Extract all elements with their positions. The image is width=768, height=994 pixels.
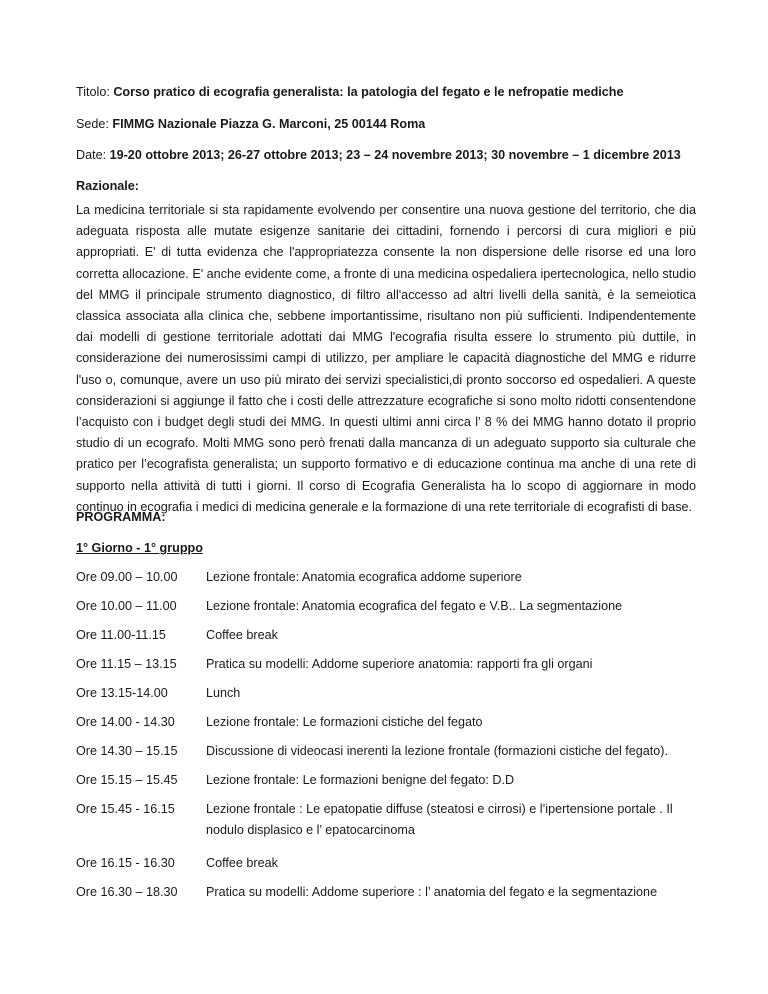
- schedule-description: Lezione frontale: Anatomia ecografica del fegato e V.B.. La segmentazione: [206, 598, 623, 613]
- schedule-time: Ore 14.30 – 15.15: [76, 744, 178, 758]
- schedule-description: Lezione frontale: Le formazioni benigne del fegato: D.D: [206, 772, 515, 787]
- schedule-description: Pratica su modelli: Addome superiore : l’ anatomia del fegato e la segmentazione: [206, 884, 658, 899]
- title-line: [76, 84, 624, 100]
- schedule-description: Lezione frontale : Le epatopatie diffuse (steatosi e cirrosi) e l’ipertensione portale . Il nodulo displasico e l’ epatocarcinoma: [206, 801, 673, 837]
- schedule-time: Ore 16.30 – 18.30: [76, 885, 178, 899]
- program-heading: PROGRAMMA:: [76, 510, 166, 524]
- schedule-description: Coffee break: [206, 627, 278, 642]
- schedule-time: Ore 16.15 - 16.30: [76, 856, 175, 870]
- date-label: Date:: [76, 148, 110, 162]
- course-title: Corso pratico di ecografia generalista: la patologia del fegato e le nefropatie mediche: [113, 85, 624, 99]
- schedule-time: Ore 11.00-11.15: [76, 628, 166, 642]
- rationale-heading: Razionale:: [76, 179, 139, 193]
- schedule-description: Pratica su modelli: Addome superiore anatomia: rapporti fra gli organi: [206, 656, 593, 671]
- sede-value: FIMMG Nazionale Piazza G. Marconi, 25 00144 Roma: [112, 117, 426, 131]
- date-line: [76, 147, 681, 163]
- schedule-time: Ore 11.15 – 13.15: [76, 657, 177, 671]
- schedule-description: Discussione di videocasi inerenti la lezione frontale (formazioni cistiche del fegato).: [206, 743, 669, 758]
- date-value: 19-20 ottobre 2013; 26-27 ottobre 2013; 23 – 24 novembre 2013; 30 novembre – 1 dicembre 2013: [109, 148, 681, 162]
- title-label: Titolo:: [76, 85, 114, 99]
- schedule-time: Ore 15.15 – 15.45: [76, 773, 178, 787]
- sede-line: [76, 116, 425, 132]
- schedule-time: Ore 14.00 - 14.30: [76, 715, 175, 729]
- rationale-paragraph: La medicina territoriale si sta rapidamente evolvendo per consentire una nuova gestione del territorio, che dia adeguata risposta alle mutate esigenze sanitarie dei cittadini, fornendo i percorsi di cura migliori e più appropriati. E' di tutta evidenza che l'appropriatezza consente la non dispersione delle risorse ed una loro corretta allocazione. E' anche evidente come, a fronte di una medicina ospedaliera ipertecnologica, nello studio del MMG il principale strumento diagnostico, di filtro all'accesso ad altri livelli della sanità, è la semeiotica classica associata alla clinica che, sebbene importantissime, risultano non più sufficienti. Indipendentemente dai modelli di gestione territoriale adottati dai MMG l'ecografia risulta essere lo strumento più duttile, in considerazione dei numerosissimi campi di utilizzo, per ampliare le capacità diagnostiche del MMG e ridurre l'uso o, comunque, avere un uso più mirato dei servizi specialistici,di pronto soccorso ed ospedalieri. A queste considerazioni si aggiunge il fatto che i costi delle attrezzature ecografiche si sono molto ridotti consentendone l’acquisto con i budget degli studi dei MMG. In questi ultimi anni circa l’ 8 % dei MMG hanno dotato il proprio studio di un ecografo. Molti MMG sono però frenati dalla mancanza di un adeguato supporto sia culturale che pratico per l’ecografista generalista; un supporto formativo e di educazione continua ma anche di una rete di supporto nella attività di tutti i giorni. Il corso di Ecografia Generalista ha lo scopo di aggiornare in modo continuo in ecografia i medici di medicina generale e la formazione di una rete territoriale di ecografisti di base.: [76, 203, 696, 514]
- schedule-description: Lunch: [206, 685, 241, 700]
- sede-label: Sede:: [76, 117, 113, 131]
- schedule-time: Ore 13.15-14.00: [76, 686, 168, 700]
- schedule-time: Ore 10.00 – 11.00: [76, 599, 177, 613]
- schedule-time: Ore 15.45 - 16.15: [76, 802, 175, 816]
- schedule-time: Ore 09.00 – 10.00: [76, 570, 178, 584]
- schedule-description: Lezione frontale: Anatomia ecografica addome superiore: [206, 569, 522, 584]
- day-heading: 1° Giorno - 1° gruppo: [76, 541, 203, 555]
- schedule-description: Coffee break: [206, 855, 278, 870]
- schedule-description: Lezione frontale: Le formazioni cistiche del fegato: [206, 714, 483, 729]
